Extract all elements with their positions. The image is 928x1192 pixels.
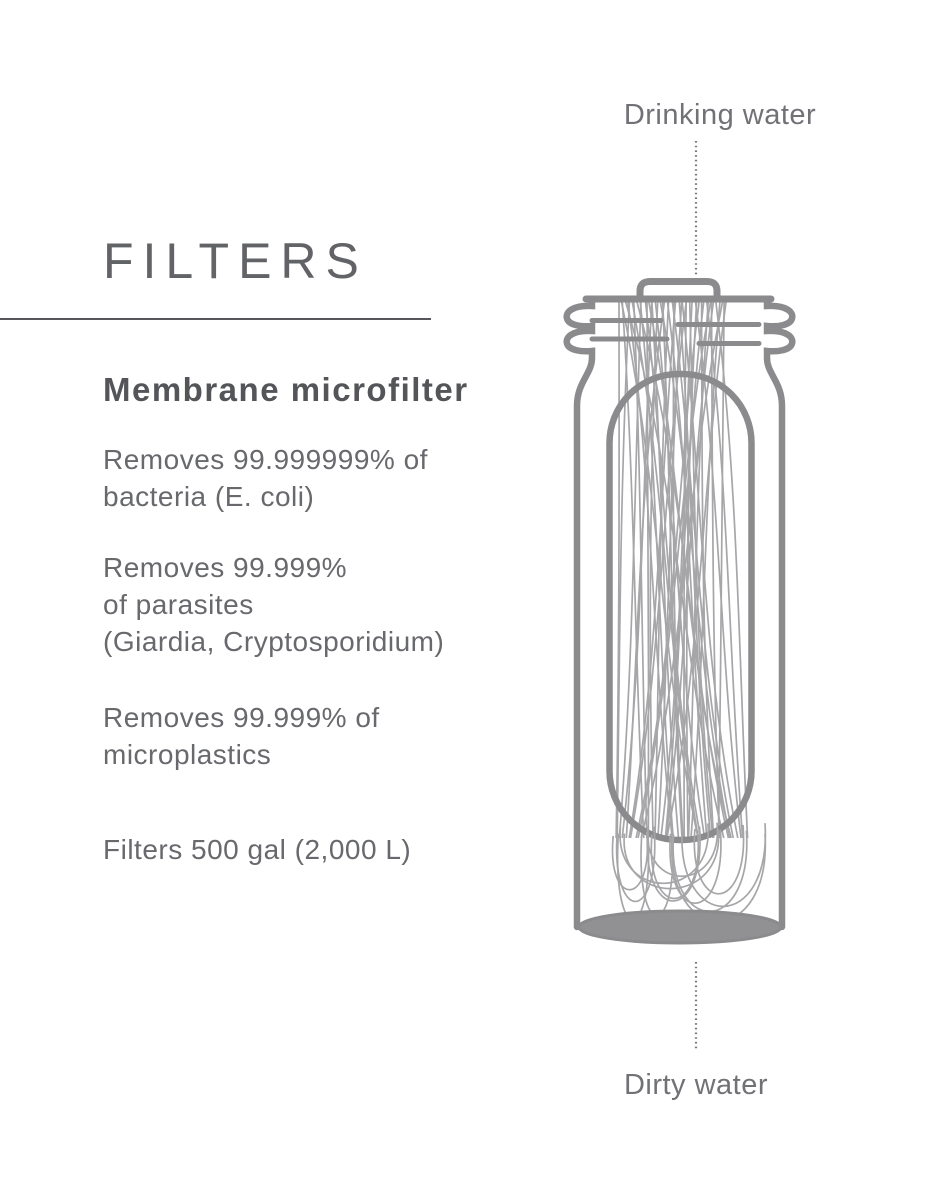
bottle-base [579,911,781,943]
section-heading: Membrane microfilter [103,371,469,408]
spec-line: (Giardia, Cryptosporidium) [103,626,445,657]
spec-line: Removes 99.999% [103,552,348,583]
drinking-water-label: Drinking water [623,99,817,131]
dirty-water-label: Dirty water [623,1069,769,1101]
spec-line: Removes 99.999% of [103,702,380,733]
spec-line: Filters 500 gal (2,000 L) [103,834,412,865]
spec-line: bacteria (E. coli) [103,481,315,512]
bottle-left-wall [567,299,592,927]
spec-line: microplastics [103,739,272,770]
filter-fibers [616,302,748,838]
bottle-right-wall [767,299,792,927]
spec-line: Removes 99.999999% of [103,444,428,475]
spec-line: of parasites [103,589,254,620]
page-title: FILTERS [103,233,368,289]
